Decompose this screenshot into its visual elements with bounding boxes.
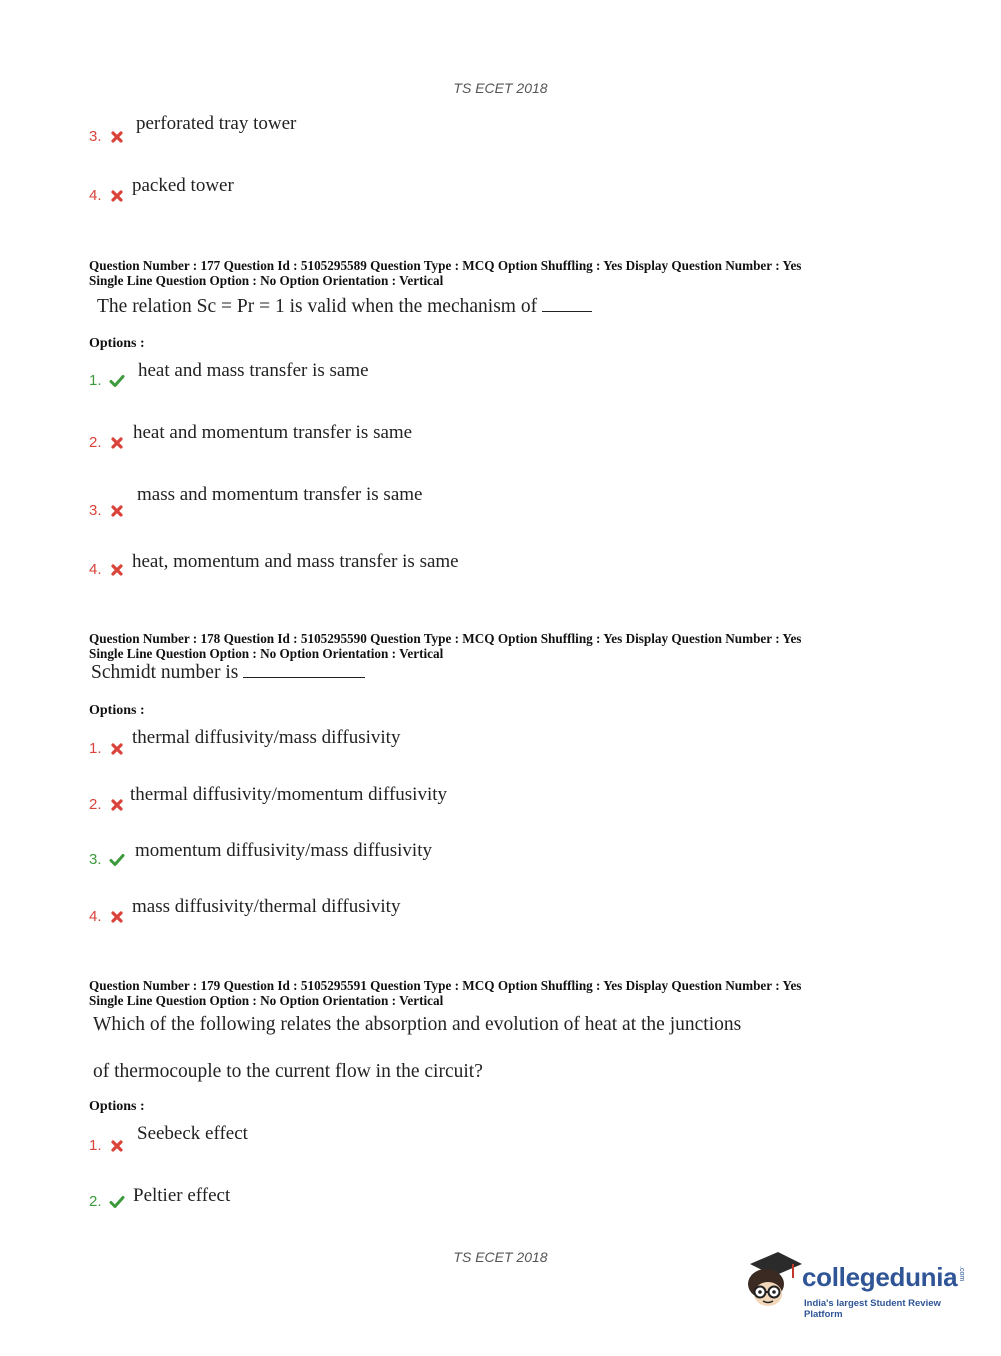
correct-check-icon [109,852,125,868]
page-footer: TS ECET 2018 [453,1249,548,1265]
question-179-line-2: of thermocouple to the current flow in the circuit? [93,1061,483,1082]
option-number: 1. [89,372,102,389]
options-label: Options : [89,336,145,351]
option-number: 3. [89,128,102,145]
option-number: 4. [89,561,102,578]
option-row [89,740,125,758]
question-177-meta [89,258,929,288]
option-text: packed tower [132,175,234,196]
meta-line-1: Question Number : 177 Question Id : 5105295589 Question Type : MCQ Option Shuffling : Yes Display Question Number : Yes [89,258,802,273]
option-number: 1. [89,740,102,757]
correct-check-icon [109,373,125,389]
option-text: heat and momentum transfer is same [133,422,413,443]
meta-line-1: Question Number : 178 Question Id : 5105295590 Question Type : MCQ Option Shuffling : Yes Display Question Number : Yes [89,631,802,646]
wrong-x-icon [109,1138,125,1154]
option-text: heat, momentum and mass transfer is same [132,551,459,572]
logo-wordmark: collegedunia [802,1262,958,1292]
logo-domain-suffix: .com [958,1266,965,1282]
option-row [89,561,125,579]
option-row [89,908,125,926]
option-number: 2. [89,796,102,813]
option-row [89,128,125,146]
wrong-x-icon [109,435,125,451]
option-text: mass and momentum transfer is same [137,484,423,505]
option-row [89,434,125,452]
option-number: 1. [89,1137,102,1154]
option-row [89,372,125,390]
option-number: 4. [89,908,102,925]
meta-line-2: Single Line Question Option : No Option Orientation : Vertical [89,646,444,661]
wrong-x-icon [109,909,125,925]
option-text: heat and mass transfer is same [138,360,369,381]
option-text: mass diffusivity/thermal diffusivity [132,896,401,917]
option-number: 4. [89,187,102,204]
option-number: 2. [89,1193,102,1210]
option-row [89,187,125,205]
option-row [89,1137,125,1155]
meta-line-1: Question Number : 179 Question Id : 5105295591 Question Type : MCQ Option Shuffling : Yes Display Question Number : Yes [89,978,802,993]
option-number: 2. [89,434,102,451]
option-number: 3. [89,851,102,868]
answer-blank [542,297,592,312]
wrong-x-icon [109,503,125,519]
meta-line-2: Single Line Question Option : No Option Orientation : Vertical [89,993,444,1008]
option-row [89,1193,125,1211]
question-179-line-1: Which of the following relates the absorption and evolution of heat at the junctions [93,1014,742,1035]
collegedunia-logo [744,1250,974,1320]
meta-line-2: Single Line Question Option : No Option Orientation : Vertical [89,273,444,288]
option-text: momentum diffusivity/mass diffusivity [135,840,432,861]
question-177-text [97,296,592,318]
correct-check-icon [109,1194,125,1210]
page-header: TS ECET 2018 [453,80,548,96]
question-text: The relation Sc = Pr = 1 is valid when the mechanism of [97,296,538,317]
option-text: Seebeck effect [137,1123,248,1144]
wrong-x-icon [109,562,125,578]
option-row [89,796,125,814]
option-text: perforated tray tower [136,113,297,134]
wrong-x-icon [109,797,125,813]
logo-tagline: India's largest Student Review Platform [804,1298,941,1320]
wrong-x-icon [109,741,125,757]
options-label: Options : [89,1099,145,1114]
mascot-icon [744,1250,802,1312]
question-179-meta [89,978,929,1008]
wrong-x-icon [109,188,125,204]
question-text: Schmidt number is [91,662,239,683]
option-row [89,502,125,520]
answer-blank [243,663,365,678]
option-text: Peltier effect [133,1185,231,1206]
option-number: 3. [89,502,102,519]
question-178-meta [89,631,929,661]
question-178-text [91,662,365,684]
option-text: thermal diffusivity/momentum diffusivity [130,784,447,805]
options-label: Options : [89,703,145,718]
option-row [89,851,125,869]
wrong-x-icon [109,129,125,145]
option-text: thermal diffusivity/mass diffusivity [132,727,401,748]
